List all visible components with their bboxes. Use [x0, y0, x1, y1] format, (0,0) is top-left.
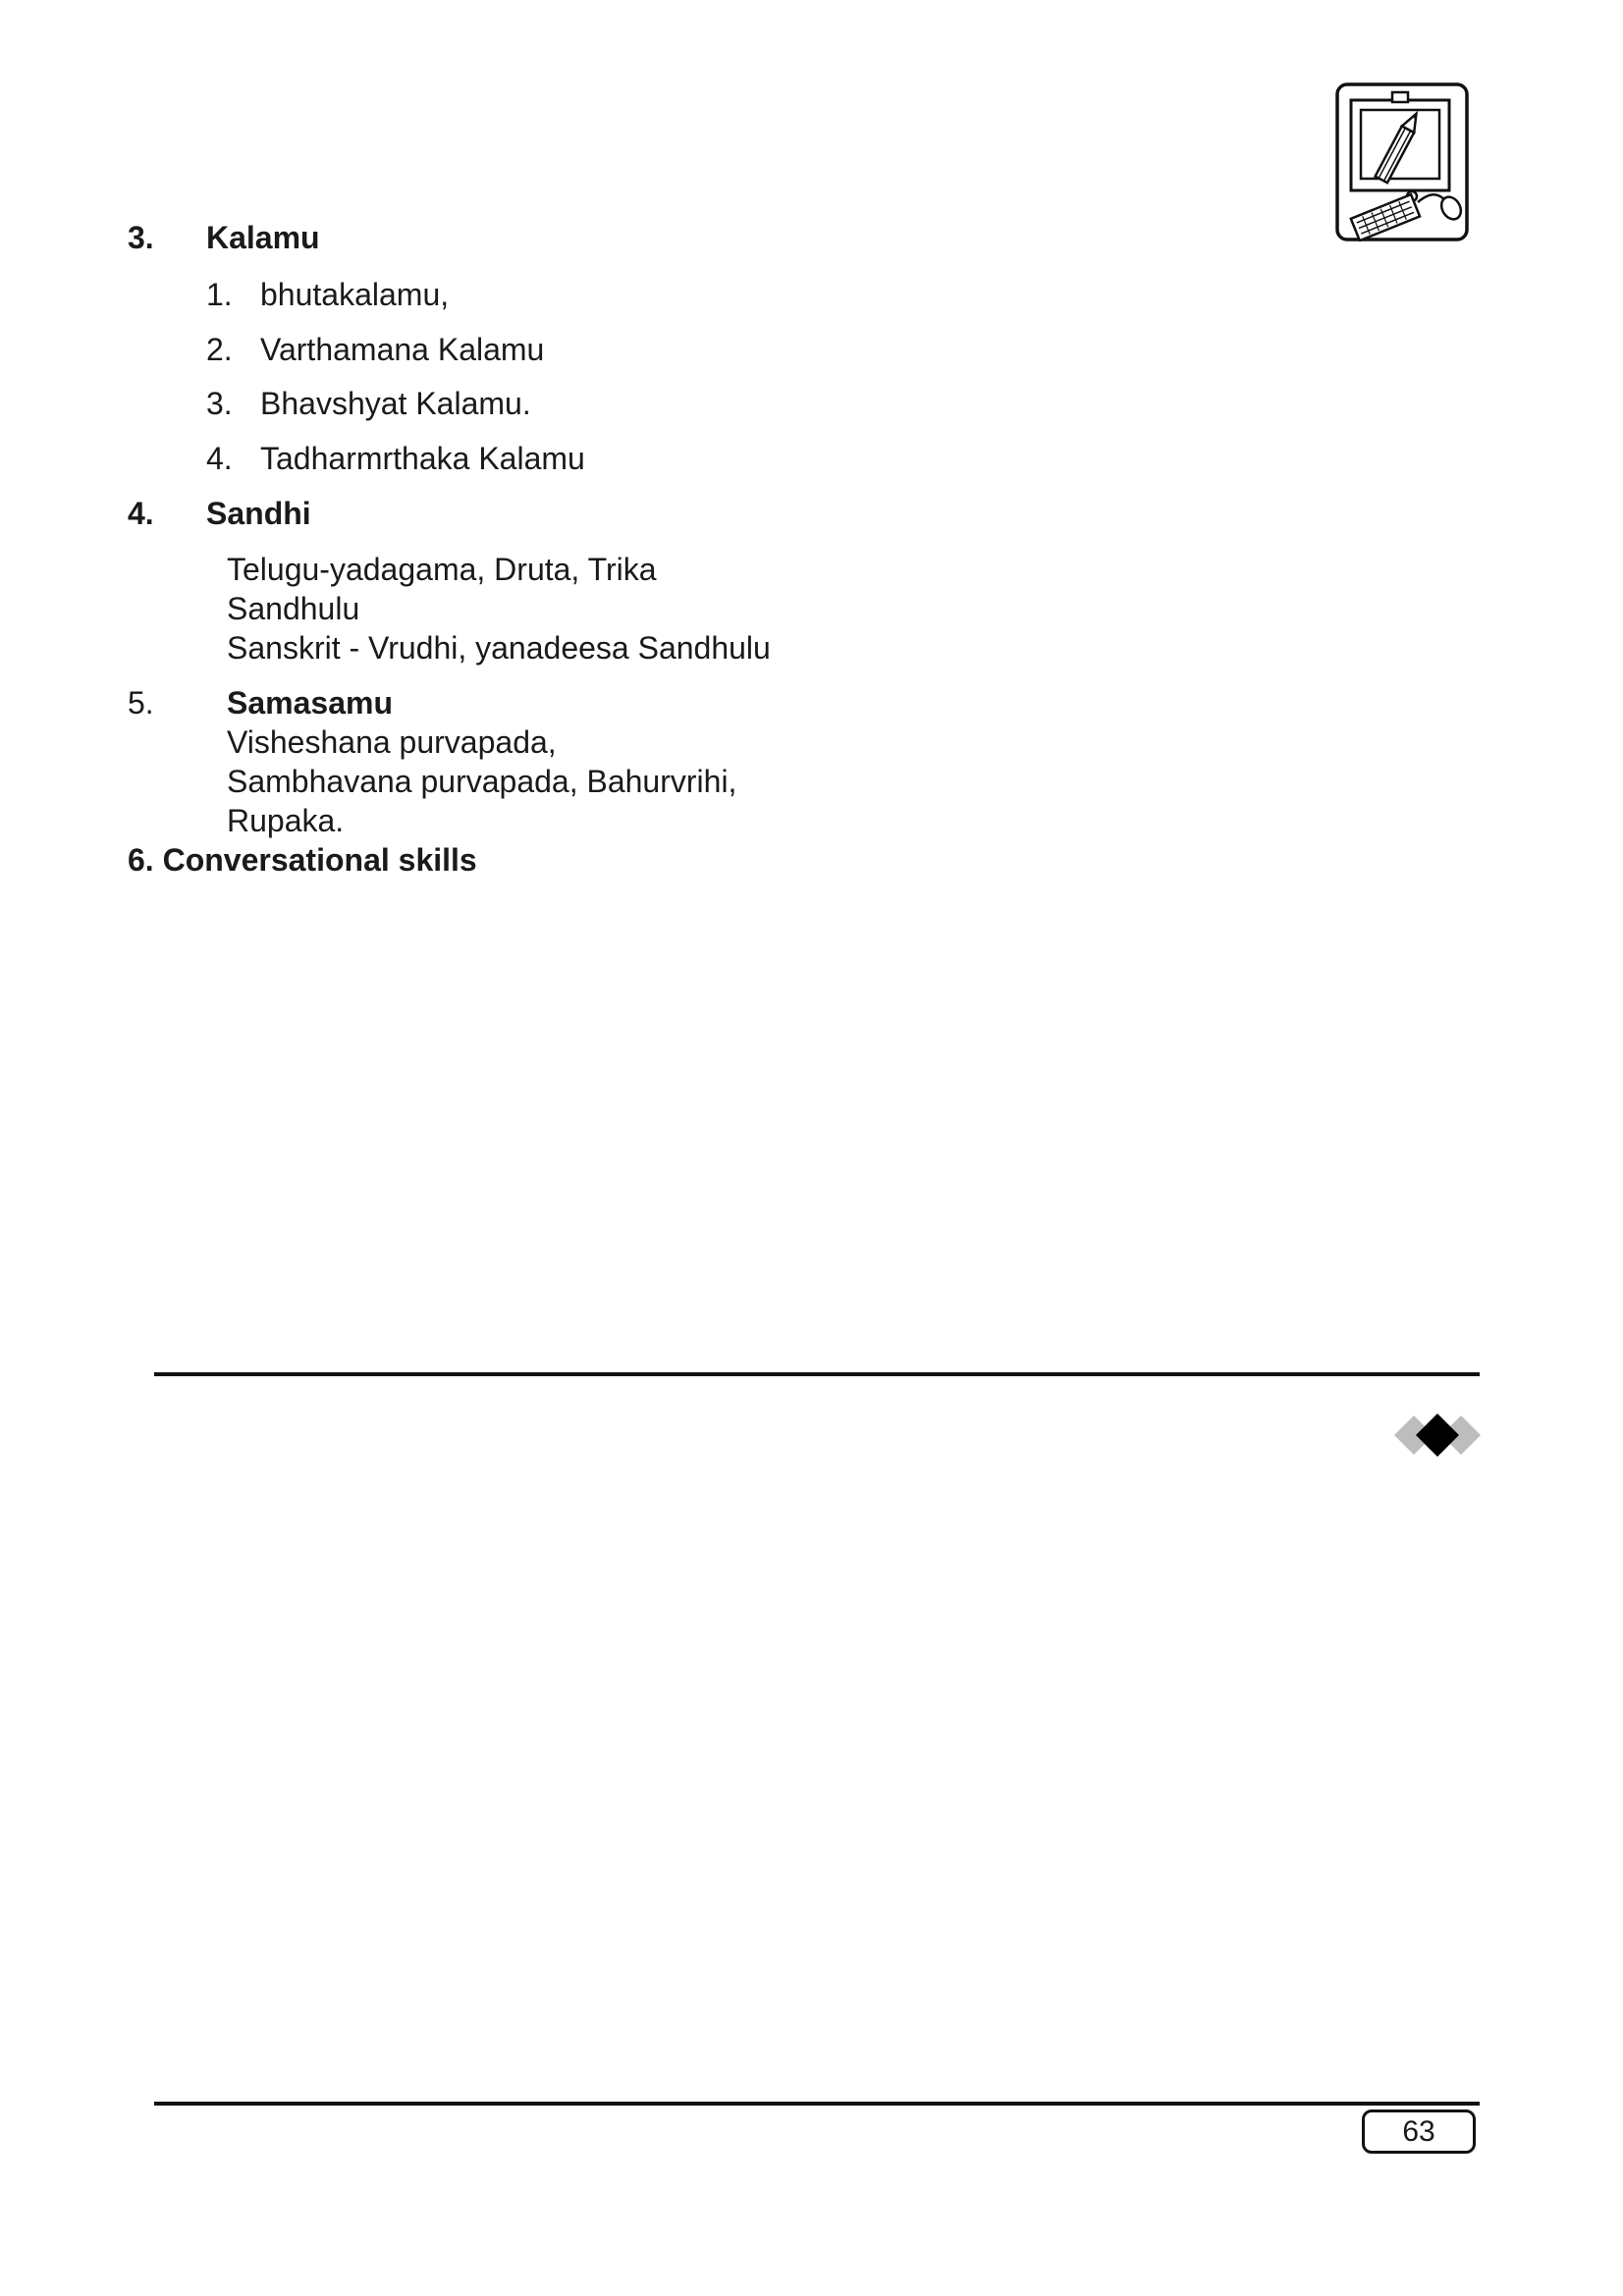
- section-number: 4.: [128, 496, 154, 531]
- paragraph-line: Rupaka.: [227, 803, 345, 838]
- section-title-kalamu: Kalamu: [206, 220, 320, 255]
- page-number: 63: [1362, 2109, 1476, 2154]
- paragraph-line: Telugu-yadagama, Druta, Trika: [227, 552, 657, 587]
- list-item-number: 4.: [206, 441, 233, 476]
- divider-rule: [154, 1372, 1480, 1376]
- paragraph-line: Sandhulu: [227, 591, 360, 626]
- list-item: Tadharmrthaka Kalamu: [260, 441, 585, 476]
- section-number: 5.: [128, 685, 154, 721]
- computer-icon: [1335, 82, 1469, 241]
- list-item-number: 1.: [206, 277, 233, 312]
- list-item-number: 2.: [206, 332, 233, 367]
- footer-rule: [154, 2102, 1480, 2106]
- list-item: bhutakalamu,: [260, 277, 450, 312]
- diamond-ornament-icon: [1394, 1410, 1481, 1461]
- paragraph-line: Sanskrit - Vrudhi, yanadeesa Sandhulu: [227, 630, 771, 666]
- list-item: Varthamana Kalamu: [260, 332, 545, 367]
- section-number: 3.: [128, 220, 154, 255]
- list-item: Bhavshyat Kalamu.: [260, 386, 531, 421]
- paragraph-line: Visheshana purvapada,: [227, 724, 557, 760]
- section-title-conversational: 6. Conversational skills: [128, 842, 477, 878]
- section-title-samasamu: Samasamu: [227, 685, 393, 721]
- section-title-sandhi: Sandhi: [206, 496, 311, 531]
- paragraph-line: Sambhavana purvapada, Bahurvrihi,: [227, 764, 737, 799]
- list-item-number: 3.: [206, 386, 233, 421]
